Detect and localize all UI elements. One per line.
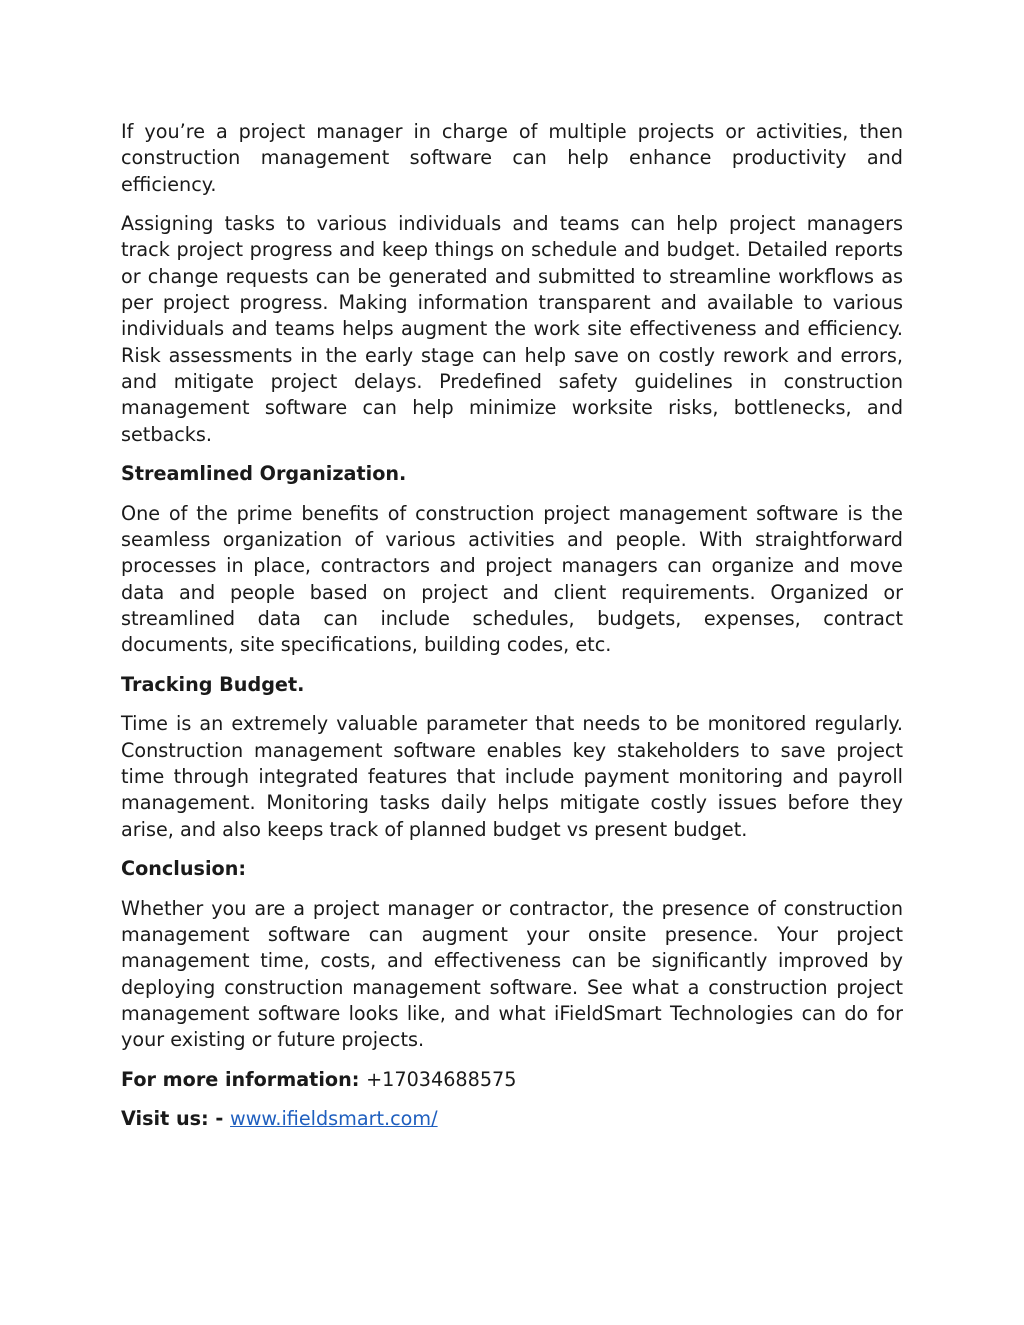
section-body-conclusion: Whether you are a project manager or contractor, the presence of construction management software can augment your onsite presence. Your project management time, costs, and effectiveness can be significantly improved by deploying construction management software. See what a construction project management software looks like, and what iFieldSmart Technologies can do for your existing or future projects. xyxy=(121,896,903,1052)
section-body-organization: One of the prime benefits of construction project management software is the seamless organization of various activities and people. With straightforward processes in place, contractors and project managers can organize and move data and people based on project and client requirements. Organized or streamlined data can include schedules, budgets, expenses, contract documents, site specifications, building codes, etc. xyxy=(121,501,903,657)
section-heading-organization: Streamlined Organization. xyxy=(121,462,407,486)
intro-paragraph: If you’re a project manager in charge of multiple projects or activities, then construction management software can help enhance productivity and efficiency. xyxy=(121,120,903,196)
section-heading-budget: Tracking Budget. xyxy=(121,672,305,696)
tasks-paragraph: Assigning tasks to various individuals and teams can help project managers track project progress and keep things on schedule and budget. Detailed reports or change requests can be generated and submitted to streamline workflows as per project progress. Making information transparent and available to various individuals and teams helps augment the work site effectiveness and efficiency. Risk assessments in the early stage can help save on costly rework and errors, and mitigate project delays. Predefined safety guidelines in construction management software can help minimize worksite risks, bottlenecks, and setbacks. xyxy=(121,212,903,446)
phone-number: +17034688575 xyxy=(366,1067,517,1091)
info-label: For more information: xyxy=(121,1067,367,1091)
contact-info-line xyxy=(121,1067,903,1093)
visit-line xyxy=(121,1106,903,1132)
section-body-budget: Time is an extremely valuable parameter that needs to be monitored regularly. Construction management software enables key stakeholders to save project time through integrated features that include payment monitoring and payroll management. Monitoring tasks daily helps mitigate costly issues before they arise, and also keeps track of planned budget vs present budget. xyxy=(121,712,903,841)
website-link[interactable]: www.ifieldsmart.com/ xyxy=(230,1107,438,1131)
section-heading-conclusion: Conclusion: xyxy=(121,857,247,881)
visit-label: Visit us: - xyxy=(121,1107,231,1131)
document-page xyxy=(121,119,903,1146)
